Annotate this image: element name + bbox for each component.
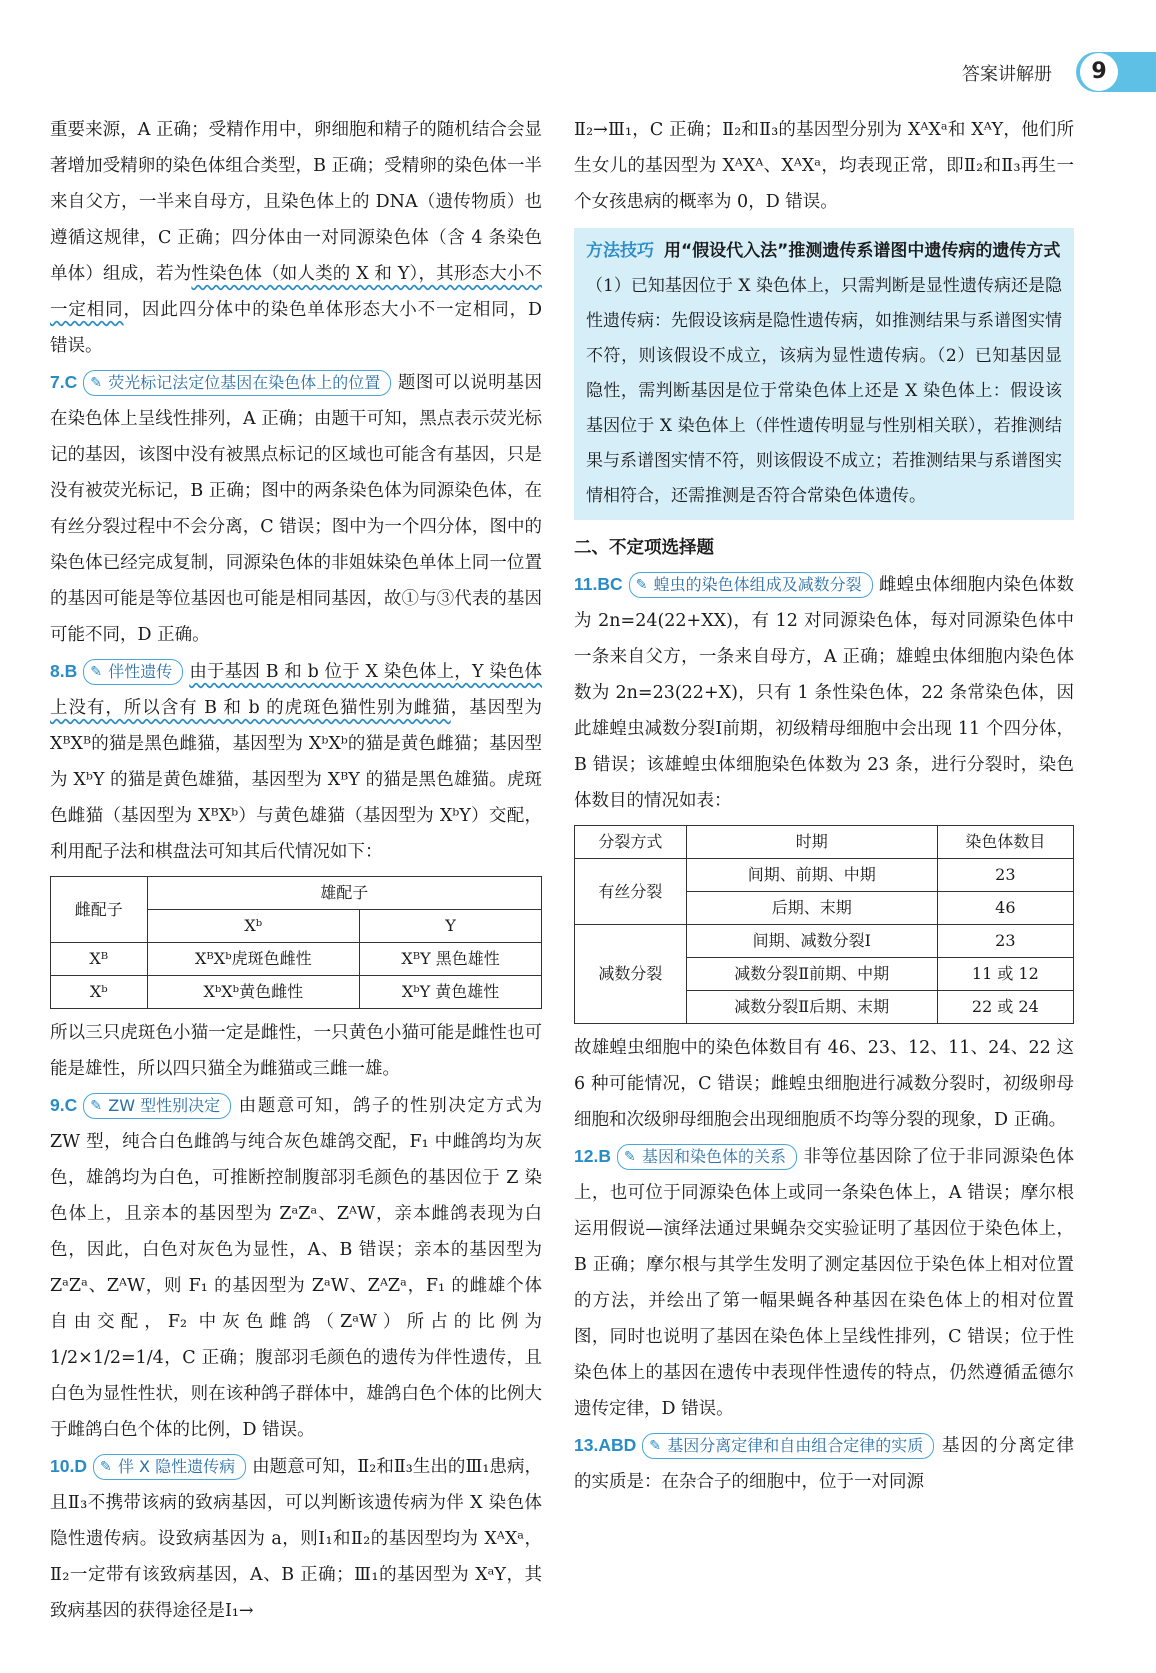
topic-tag: ✎ 伴性遗传	[83, 659, 183, 685]
table-header: 染色体数目	[937, 826, 1073, 859]
paragraph: 故雄蝗虫细胞中的染色体数目有 46、23、12、11、24、22 这 6 种可能情况，C 错误；雌蝗虫细胞进行减数分裂时，初级卵母细胞和次级卵母细胞会出现细胞质不均等分裂的现象，D 正确。	[574, 1038, 1074, 1130]
answer-8: 8.B✎ 伴性遗传 由于基因 B 和 b 位于 X 染色体上，Y 染色体上没有，所以含有 B 和 b 的虎斑色猫性别为雌猫，基因型为 XᴮXᴮ的猫是黑色雌猫，基因型为 XᵇXᵇ的猫是黄色雌猫；基因型为 XᵇY 的猫是黄色雄猫，基因型为 XᴮY 的猫是黑色雄猫。虎斑色雌猫（基因型为 XᴮXᵇ）与黄色雄猫（基因型为 XᵇY）交配，利用配子法和棋盘法可知其后代情况如下：	[50, 653, 542, 870]
left-column	[50, 112, 542, 1629]
table-row: Xᴮ XᴮXᵇ虎斑色雌性 XᴮY 黑色雄性	[51, 943, 542, 976]
topic-tag: ✎ 蝗虫的染色体组成及减数分裂	[629, 572, 873, 598]
table-row: 后期、末期 46	[575, 892, 1074, 925]
tip-text: （1）已知基因位于 X 染色体上，只需判断是显性遗传病还是隐性遗传病：先假设该病是隐性遗传病，如推测结果与系谱图实情不符，则该假设不成立，该病为显性遗传病。（2）已知基因显隐性，需判断基因是位于常染色体上还是 X 染色体上：假设该基因位于 X 染色体上（伴性遗传明显与性别相关联），若推测结果与系谱图实情不符，则该假设不成立；若推测结果与系谱图实情相符合，还需推测是否符合常染色体遗传。	[586, 276, 1062, 506]
topic-tag: ✎ ZW 型性别决定	[83, 1093, 231, 1119]
question-number: 7.C	[50, 372, 78, 392]
topic-tag: ✎ 基因和染色体的关系	[617, 1144, 797, 1170]
paragraph: 所以三只虎斑色小猫一定是雌性，一只黄色小猫可能是雌性也可能是雄性，所以四只猫全为雌猫或三雌一雄。	[50, 1023, 542, 1079]
method-tip-box	[574, 228, 1074, 520]
topic-tag: ✎ 基因分离定律和自由组合定律的实质	[642, 1433, 934, 1459]
paragraph: 重要来源，A 正确；受精作用中，卵细胞和精子的随机结合会显著增加受精卵的染色体组合类型，B 正确；受精卵的染色体一半来自父方，一半来自母方，且染色体上的 DNA（遗传物质）也遵循这规律，C 正确；四分体由一对同源染色体（含 4 条染色单体）组成，若为性染色体（如人类的 X 和 Y），其形态大小不一定相同，因此四分体中的染色单体形态大小不一定相同，D 错误。	[50, 120, 543, 356]
table-row: Xᵇ XᵇXᵇ黄色雌性 XᵇY 黄色雄性	[51, 976, 542, 1009]
table-row: 减数分裂Ⅱ前期、中期 11 或 12	[575, 958, 1074, 991]
topic-tag: ✎ 荧光标记法定位基因在染色体上的位置	[83, 370, 391, 396]
section-heading: 二、不定项选择题	[574, 538, 714, 558]
question-number: 9.C	[50, 1095, 78, 1115]
question-number: 11.BC	[574, 574, 623, 594]
chromosome-table	[574, 825, 1074, 1024]
table-header: 雄配子	[147, 877, 542, 910]
answer-12: 12.B✎ 基因和染色体的关系 非等位基因除了位于非同源染色体上，也可位于同源染色体上或同一条染色体上，A 错误；摩尔根运用假说—演绎法通过果蝇杂交实验证明了基因位于染色体上，B 正确；摩尔根与其学生发明了测定基因位于染色体上相对位置的方法，并绘出了第一幅果蝇各种基因在染色体上的相对位置图，同时也说明了基因在染色体上呈线性排列，C 错误；位于性染色体上的基因在遗传中表现伴性遗传的特点，仍然遵循孟德尔遗传定律，D 错误。	[574, 1138, 1074, 1427]
table-header: 雌配子	[51, 877, 148, 943]
answer-7: 7.C✎ 荧光标记法定位基因在染色体上的位置 题图可以说明基因在染色体上呈线性排列，A 正确；由题干可知，黑点表示荧光标记的基因，该图中没有被黑点标记的区域也可能含有基因，只是没有被荧光标记，B 正确；图中的两条染色体为同源染色体，在有丝分裂过程中不会分离，C 错误；图中为一个四分体，图中的染色体已经完成复制，同源染色体的非姐妹染色单体上同一位置的基因可能是等位基因也可能是相同基因，故①与③代表的基因可能不同，D 正确。	[50, 364, 542, 653]
answer-13: 13.ABD✎ 基因分离定律和自由组合定律的实质 基因的分离定律的实质是：在杂合子的细胞中，位于一对同源	[574, 1427, 1074, 1500]
question-number: 12.B	[574, 1146, 611, 1166]
gamete-table	[50, 876, 542, 1009]
table-row: 减数分裂Ⅱ后期、末期 22 或 24	[575, 991, 1074, 1024]
answer-11: 11.BC✎ 蝗虫的染色体组成及减数分裂 雌蝗虫体细胞内染色体数为 2n=24(22+XX)，有 12 对同源染色体，每对同源染色体中一条来自父方，一条来自母方，A 正确；雄蝗虫体细胞内染色体数为 2n=23(22+X)，只有 1 条性染色体，22 条常染色体，因此雄蝗虫减数分裂Ⅰ前期，初级精母细胞中会出现 11 个四分体，B 错误；该雄蝗虫体细胞染色体数为 23 条，进行分裂时，染色体数目的情况如表：	[574, 566, 1074, 819]
topic-tag: ✎ 伴 X 隐性遗传病	[93, 1454, 246, 1480]
table-header: 时期	[686, 826, 937, 859]
table-row: 有丝分裂 间期、前期、中期 23	[575, 859, 1074, 892]
table-header: Y	[360, 910, 542, 943]
page-number: 9	[1080, 53, 1118, 91]
table-row: 减数分裂 间期、减数分裂Ⅰ 23	[575, 925, 1074, 958]
paragraph: Ⅱ₂→Ⅲ₁，C 正确；Ⅱ₂和Ⅱ₃的基因型分别为 XᴬXᵃ和 XᴬY，他们所生女儿的基因型为 XᴬXᴬ、XᴬXᵃ，均表现正常，即Ⅱ₂和Ⅱ₃再生一个女孩患病的概率为 0，D 错误。	[574, 120, 1074, 212]
question-number: 10.D	[50, 1456, 87, 1476]
right-column	[574, 112, 1074, 1500]
question-number: 13.ABD	[574, 1435, 637, 1455]
book-section-label: 答案讲解册	[962, 64, 1052, 85]
tip-label: 方法技巧	[586, 241, 654, 261]
table-header: 分裂方式	[575, 826, 687, 859]
question-number: 8.B	[50, 661, 78, 681]
tip-title: 用“假设代入法”推测遗传系谱图中遗传病的遗传方式	[664, 241, 1061, 261]
table-header: Xᵇ	[147, 910, 360, 943]
answer-9: 9.C✎ ZW 型性别决定 由题意可知，鸽子的性别决定方式为 ZW 型，纯合白色雌鸽与纯合灰色雄鸽交配，F₁ 中雌鸽均为灰色，雄鸽均为白色，可推断控制腹部羽毛颜色的基因位于 Z 染色体上，且亲本的基因型为 ZᵃZᵃ、ZᴬW，亲本雌鸽表现为白色，因此，白色对灰色为显性，A、B 错误；亲本的基因型为 ZᵃZᵃ、ZᴬW，则 F₁ 的基因型为 ZᵃW、ZᴬZᵃ，F₁ 的雌雄个体自由交配，F₂ 中灰色雌鸽（ZᵃW）所占的比例为 1/2×1/2=1/4，C 正确；腹部羽毛颜色的遗传为伴性遗传，且白色为显性性状，则在该种鸽子群体中，雄鸽白色个体的比例大于雌鸽白色个体的比例，D 错误。	[50, 1087, 542, 1448]
answer-10: 10.D✎ 伴 X 隐性遗传病 由题意可知，Ⅱ₂和Ⅱ₃生出的Ⅲ₁患病，且Ⅱ₃不携带该病的致病基因，可以判断该遗传病为伴 X 染色体隐性遗传病。设致病基因为 a，则Ⅰ₁和Ⅱ₂的基因型均为 XᴬXᵃ，Ⅱ₂一定带有该致病基因，A、B 正确；Ⅲ₁的基因型为 XᵃY，其致病基因的获得途径是Ⅰ₁→	[50, 1448, 542, 1629]
